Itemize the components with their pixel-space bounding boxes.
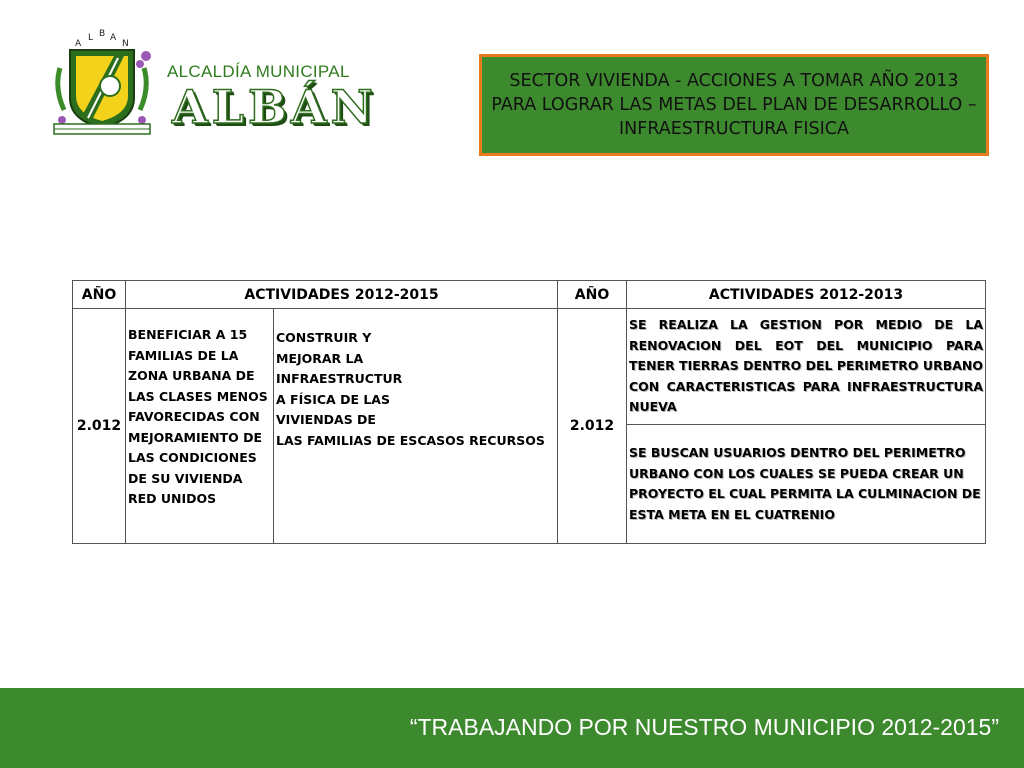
actions-table xyxy=(72,280,986,544)
logo-letter: N xyxy=(122,39,129,49)
municipal-label: ALCALDÍA MUNICIPAL xyxy=(167,62,350,81)
logo-letter: A xyxy=(110,33,117,43)
footer-slogan: “TRABAJANDO POR NUESTRO MUNICIPIO 2012-2015” xyxy=(409,714,999,740)
activity-2-line: INFRAESTRUCTUR xyxy=(276,371,403,386)
footer-bar xyxy=(0,688,1024,768)
activity-2-line: LAS FAMILIAS DE ESCASOS RECURSOS xyxy=(276,432,545,448)
table-row xyxy=(73,309,986,425)
logo-letter: A xyxy=(75,39,82,49)
activity-2-line: A FÍSICA DE LAS xyxy=(276,391,390,407)
action-cell-1: SE REALIZA LA GESTION POR MEDIO DE LA RENOVACION DEL EOT DEL MUNICIPIO PARA TENER TIERRAS DENTRO DEL PERIMETRO URBANO CON CARACTERISTICAS PARA INFRAESTRUCTURA NUEVA xyxy=(627,309,986,425)
action-cell-2: SE BUSCAN USUARIOS DENTRO DEL PERIMETRO URBANO CON LOS CUALES SE PUEDA CREAR UN PROYECTO EL CUAL PERMITA LA CULMINACION DE ESTA META EN EL CUATRENIO xyxy=(627,425,986,544)
table-header-row xyxy=(73,281,986,309)
header-activities-2012-2013: ACTIVIDADES 2012-2013 xyxy=(627,281,986,309)
municipal-coat-of-arms-logo xyxy=(52,28,152,138)
activity-2-line: MEJORAR LA xyxy=(276,350,364,366)
year-cell-right: 2.012 xyxy=(558,309,627,544)
logo-letter: B xyxy=(99,29,106,39)
header-activities-2012-2015: ACTIVIDADES 2012-2015 xyxy=(126,281,558,309)
logo-letter: L xyxy=(88,33,94,43)
activity-cell-1: BENEFICIAR A 15 FAMILIAS DE LA ZONA URBANA DE LAS CLASES MENOS FAVORECIDAS CON MEJORAMIENTO DE LAS CONDICIONES DE SU VIVIENDA RED UNIDOS xyxy=(126,309,274,544)
activity-cell-2 xyxy=(274,309,558,544)
header-year-left: AÑO xyxy=(73,281,126,309)
activity-2-line: CONSTRUIR Y xyxy=(276,330,372,345)
slide-title-box xyxy=(479,54,989,156)
activity-2-line: VIVIENDAS DE xyxy=(276,412,376,427)
slide-title: SECTOR VIVIENDA - ACCIONES A TOMAR AÑO 2013 PARA LOGRAR LAS METAS DEL PLAN DE DESARROLLO – INFRAESTRUCTURA FISICA xyxy=(491,71,977,139)
year-cell-left: 2.012 xyxy=(73,309,126,544)
alban-wordmark: ALBÁN xyxy=(172,80,377,134)
header-year-right: AÑO xyxy=(558,281,627,309)
